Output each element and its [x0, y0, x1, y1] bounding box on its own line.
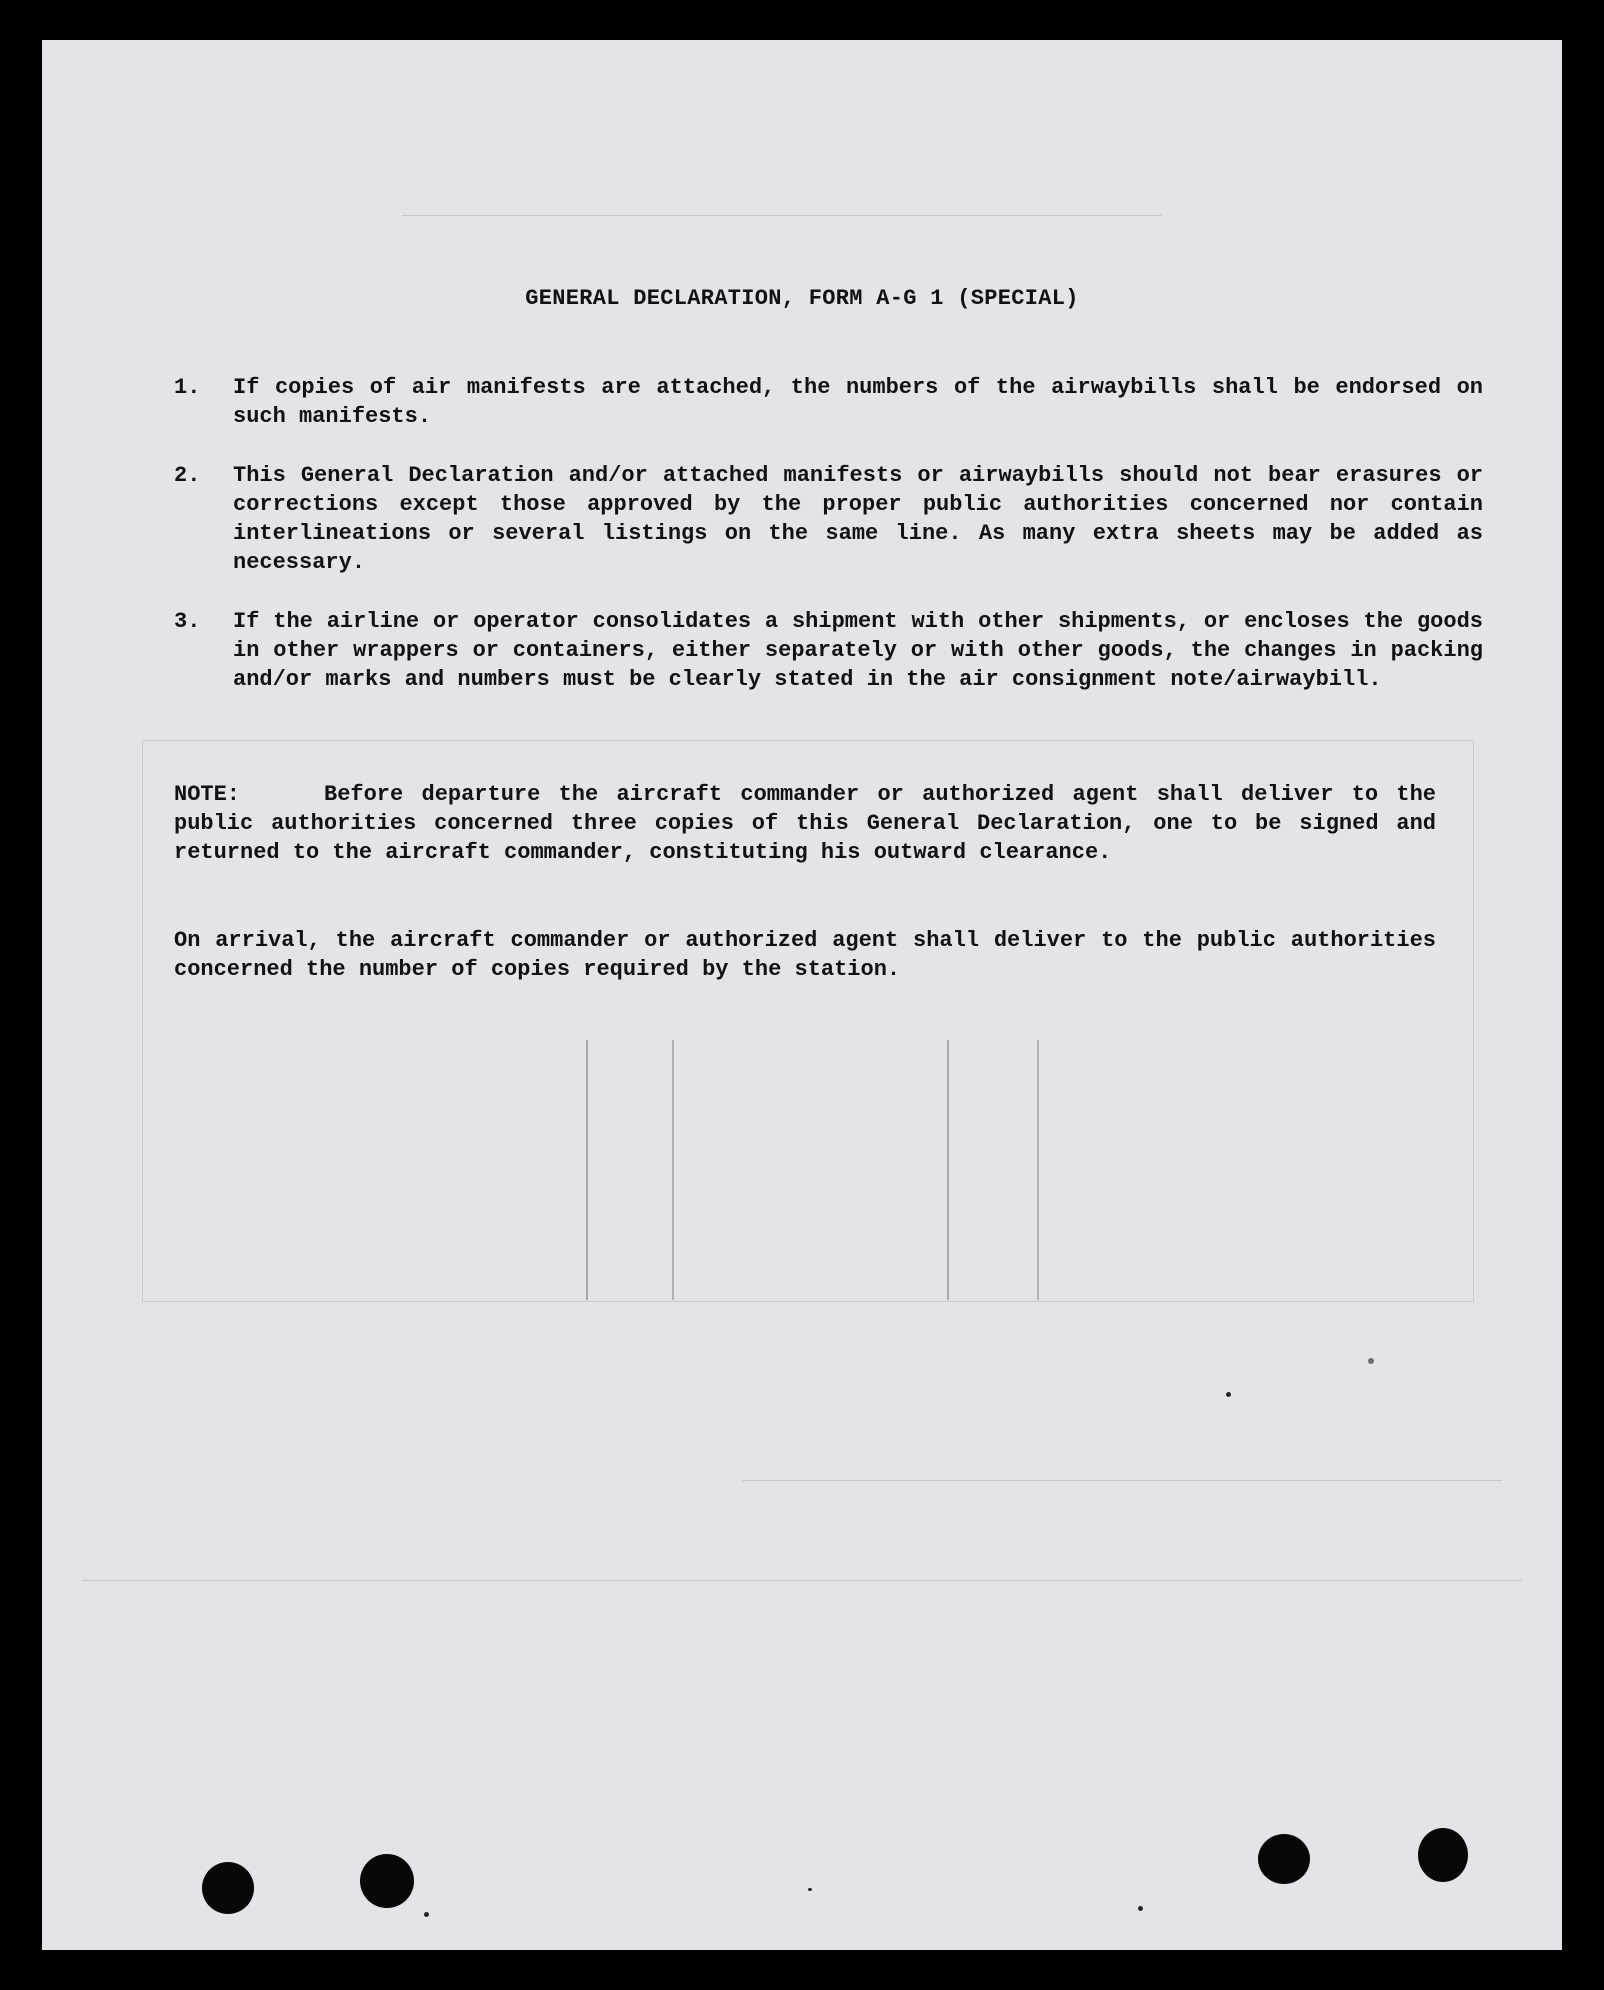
note-label: NOTE:	[174, 782, 241, 807]
document-page	[42, 40, 1562, 1950]
arrival-paragraph: On arrival, the aircraft commander or authorized agent shall deliver to the public authorities concerned the number of copies required by the station.	[174, 928, 1436, 982]
item-number: 2.	[174, 463, 201, 488]
bleed-through-line	[586, 1040, 588, 1300]
scan-speck	[1226, 1392, 1231, 1397]
bleed-through-line	[672, 1040, 674, 1300]
bleed-through-line	[947, 1040, 949, 1300]
bleed-through-line	[742, 1480, 1502, 1481]
bleed-through-line	[1037, 1040, 1039, 1300]
punch-hole	[1418, 1828, 1468, 1882]
scan-speck	[808, 1888, 812, 1891]
punch-hole	[202, 1862, 254, 1914]
document-title: GENERAL DECLARATION, FORM A-G 1 (SPECIAL)	[525, 286, 1079, 311]
bleed-through-line	[402, 215, 1162, 216]
scan-speck	[1368, 1358, 1374, 1364]
item-text: If the airline or operator consolidates a shipment with other shipments, or encloses the goods in other wrappers or containers, either separately or with other goods, the changes in packing and/or marks and numbers must be clearly stated in the air consignment note/airwaybill.	[233, 609, 1483, 692]
punch-hole	[360, 1854, 414, 1908]
scan-speck	[424, 1912, 429, 1917]
bleed-through-line	[82, 1580, 1522, 1581]
item-text: If copies of air manifests are attached, the numbers of the airwaybills shall be endorsed on such manifests.	[233, 375, 1483, 429]
item-number: 3.	[174, 609, 201, 634]
note-paragraph	[174, 780, 1436, 867]
item-text: This General Declaration and/or attached manifests or airwaybills should not bear erasures or corrections except those approved by the proper public authorities concerned nor contain interlineations or several listings on the same line. As many extra sheets may be added as necessary.	[233, 463, 1483, 575]
item-number: 1.	[174, 375, 201, 400]
scan-speck	[1138, 1906, 1143, 1911]
note-block	[174, 780, 1436, 867]
punch-hole	[1258, 1834, 1310, 1884]
note-text: Before departure the aircraft commander or authorized agent shall deliver to the public authorities concerned three copies of this General Declaration, one to be signed and returned to the aircraft commander, constituting his outward clearance.	[174, 782, 1436, 865]
